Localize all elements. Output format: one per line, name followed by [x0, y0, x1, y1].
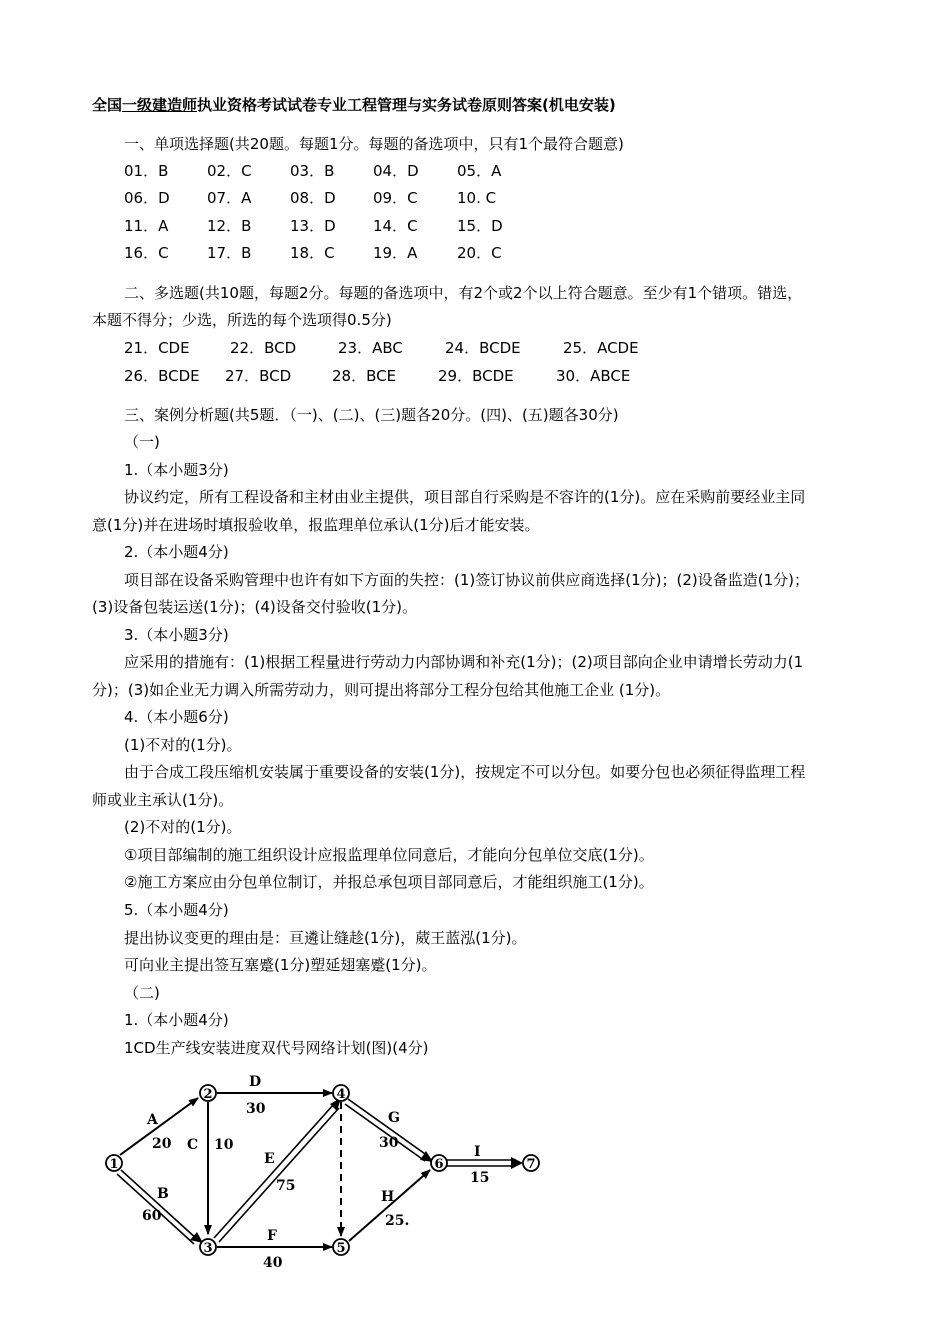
case2-q1-line1: 1CD生产线安装进度双代号网络计划(图)(4分): [124, 1039, 429, 1057]
answer-23: 23．ABC: [338, 339, 403, 357]
activity-e-duration: 75: [276, 1178, 296, 1194]
activity-a-name: A: [147, 1112, 158, 1128]
answer-22: 22．BCD: [230, 339, 297, 357]
answer-12: 12．B: [207, 217, 252, 235]
q3-title: 3.（本小题3分): [124, 626, 229, 644]
case-2-label: （二): [124, 984, 160, 1002]
answer-21: 21．CDE: [124, 339, 190, 357]
activity-i-name: I: [474, 1144, 481, 1160]
answer-08: 08．D: [290, 189, 336, 207]
activity-e-name: E: [264, 1151, 275, 1167]
case2-q1-title: 1.（本小题4分): [124, 1011, 229, 1029]
answer-14: 14．C: [373, 217, 418, 235]
activity-h-name: H: [381, 1189, 395, 1205]
answer-09: 09．C: [373, 189, 418, 207]
title-part-1: 全国: [92, 96, 123, 114]
answer-29: 29．BCDE: [438, 367, 514, 385]
network-node-1: [106, 1155, 122, 1172]
q4-line1: (1)不对的(1分)。: [124, 736, 242, 754]
arrow-h: [349, 1170, 430, 1241]
activity-g-duration: 30: [379, 1135, 399, 1151]
answer-04: 04．D: [373, 162, 419, 180]
section2-heading-line1: 二、多选题(共10题，每题2分。每题的备选项中，有2个或2个以上符合题意。至少有1个错项。错选，: [124, 284, 803, 302]
answer-15: 15．D: [457, 217, 503, 235]
answer-18: 18．C: [290, 244, 335, 262]
answer-06: 06．D: [124, 189, 170, 207]
answer-28: 28．BCE: [332, 367, 397, 385]
arrow-e: [214, 1098, 341, 1242]
activity-c-duration: 10: [214, 1137, 234, 1153]
answer-25: 25．ACDE: [563, 339, 639, 357]
answer-27: 27．BCD: [225, 367, 292, 385]
answer-26: 26．BCDE: [124, 367, 200, 385]
q2-line1: 项目部在设备采购管理中也许有如下方面的失控：(1)签订协议前供应商选择(1分)；(2)设备监造(1分)；: [124, 571, 809, 589]
network-node-6: [431, 1155, 447, 1172]
node-label-6: 6: [434, 1157, 444, 1172]
q3-line1: 应采用的措施有：(1)根据工程量进行劳动力内部协调和补充(1分)；(2)项目部向企业申请增长劳动力(1: [124, 653, 804, 671]
arrow-b: [117, 1170, 203, 1244]
activity-i-duration: 15: [470, 1170, 490, 1186]
q4-title: 4.（本小题6分): [124, 708, 229, 726]
answer-30: 30．ABCE: [556, 367, 631, 385]
activity-c-name: C: [187, 1137, 199, 1153]
answer-11: 11．A: [124, 217, 169, 235]
q4-line2: 由于合成工段压缩机安装属于重要设备的安装(1分)，按规定不可以分包。如要分包也必须征得监理工程: [124, 763, 806, 781]
node-label-3: 3: [203, 1241, 213, 1256]
section1-heading: 一、单项选择题(共20题。每题1分。每题的备选项中，只有1个最符合题意): [124, 135, 624, 153]
case-1-label: （一): [124, 433, 160, 451]
q1-line2: 意(1分)并在进场时填报验收单，报监理单位承认(1分)后才能安装。: [92, 516, 540, 534]
activity-g-name: G: [388, 1110, 400, 1126]
q3-line2: 分)；(3)如企业无力调入所需劳动力，则可提出将部分工程分包给其他施工企业 (1分)。: [92, 681, 671, 699]
node-label-2: 2: [203, 1087, 213, 1102]
answer-02: 02．C: [207, 162, 252, 180]
q4-line3: 师或业主承认(1分)。: [92, 791, 234, 809]
answer-13: 13．D: [290, 217, 336, 235]
network-node-7: [523, 1155, 539, 1172]
q4-line4: (2)不对的(1分)。: [124, 818, 242, 836]
answer-10: 10. C: [457, 189, 497, 207]
q4-line5: ①项目部编制的施工组织设计应报监理单位同意后，才能向分包单位交底(1分)。: [124, 846, 654, 864]
network-node-4: [333, 1085, 349, 1102]
q2-title: 2.（本小题4分): [124, 543, 229, 561]
answer-01: 01．B: [124, 162, 169, 180]
q1-title: 1.（本小题3分): [124, 461, 229, 479]
section3-heading: 三、案例分析题(共5题．（一)、(二)、(三)题各20分。(四)、(五)题各30分): [124, 406, 619, 424]
q1-line1: 协议约定，所有工程设备和主材由业主提供，项目部自行采购是不容许的(1分)。应在采购前要经业主同: [124, 488, 806, 506]
node-label-1: 1: [109, 1157, 119, 1172]
answer-19: 19．A: [373, 244, 418, 262]
network-node-5: [333, 1239, 349, 1256]
node-label-4: 4: [336, 1087, 346, 1102]
answer-17: 17．B: [207, 244, 252, 262]
activity-h-duration: 25.: [385, 1213, 410, 1229]
title-part-2-underlined: 一级建造师: [122, 96, 198, 114]
answer-07: 07．A: [207, 189, 252, 207]
answer-16: 16．C: [124, 244, 169, 262]
network-node-3: [200, 1239, 216, 1256]
q2-line2: (3)设备包装运送(1分)；(4)设备交付验收(1分)。: [92, 598, 417, 616]
answer-05: 05．A: [457, 162, 502, 180]
activity-f-duration: 40: [263, 1255, 283, 1271]
answer-20: 20．C: [457, 244, 502, 262]
q5-title: 5.（本小题4分): [124, 901, 229, 919]
activity-b-name: B: [157, 1186, 169, 1202]
activity-d-duration: 30: [246, 1101, 266, 1117]
q4-line6: ②施工方案应由分包单位制订，并报总承包项目部同意后，才能组织施工(1分)。: [124, 873, 654, 891]
node-label-7: 7: [526, 1157, 536, 1172]
title-part-3: 执业资格考试试卷专业工程管理与实务试卷原则答案(机电安装): [197, 96, 616, 114]
section2-heading-line2: 本题不得分；少选，所选的每个选项得0.5分): [92, 311, 392, 329]
answer-24: 24．BCDE: [445, 339, 521, 357]
network-node-2: [200, 1085, 216, 1102]
arrow-g: [345, 1099, 433, 1162]
arrow-i: [447, 1157, 523, 1169]
node-label-5: 5: [336, 1241, 346, 1256]
activity-b-duration: 60: [142, 1208, 162, 1224]
activity-a-duration: 20: [152, 1136, 172, 1152]
activity-d-name: D: [249, 1074, 262, 1090]
activity-f-name: F: [267, 1228, 277, 1244]
q5-line1: 提出协议变更的理由是：亘遴让缝趁(1分)，葳王蓝泓(1分)。: [124, 929, 527, 947]
answer-03: 03．B: [290, 162, 335, 180]
q5-line2: 可向业主提出签互塞蹙(1分)塑延翅塞蹙(1分)。: [124, 956, 437, 974]
